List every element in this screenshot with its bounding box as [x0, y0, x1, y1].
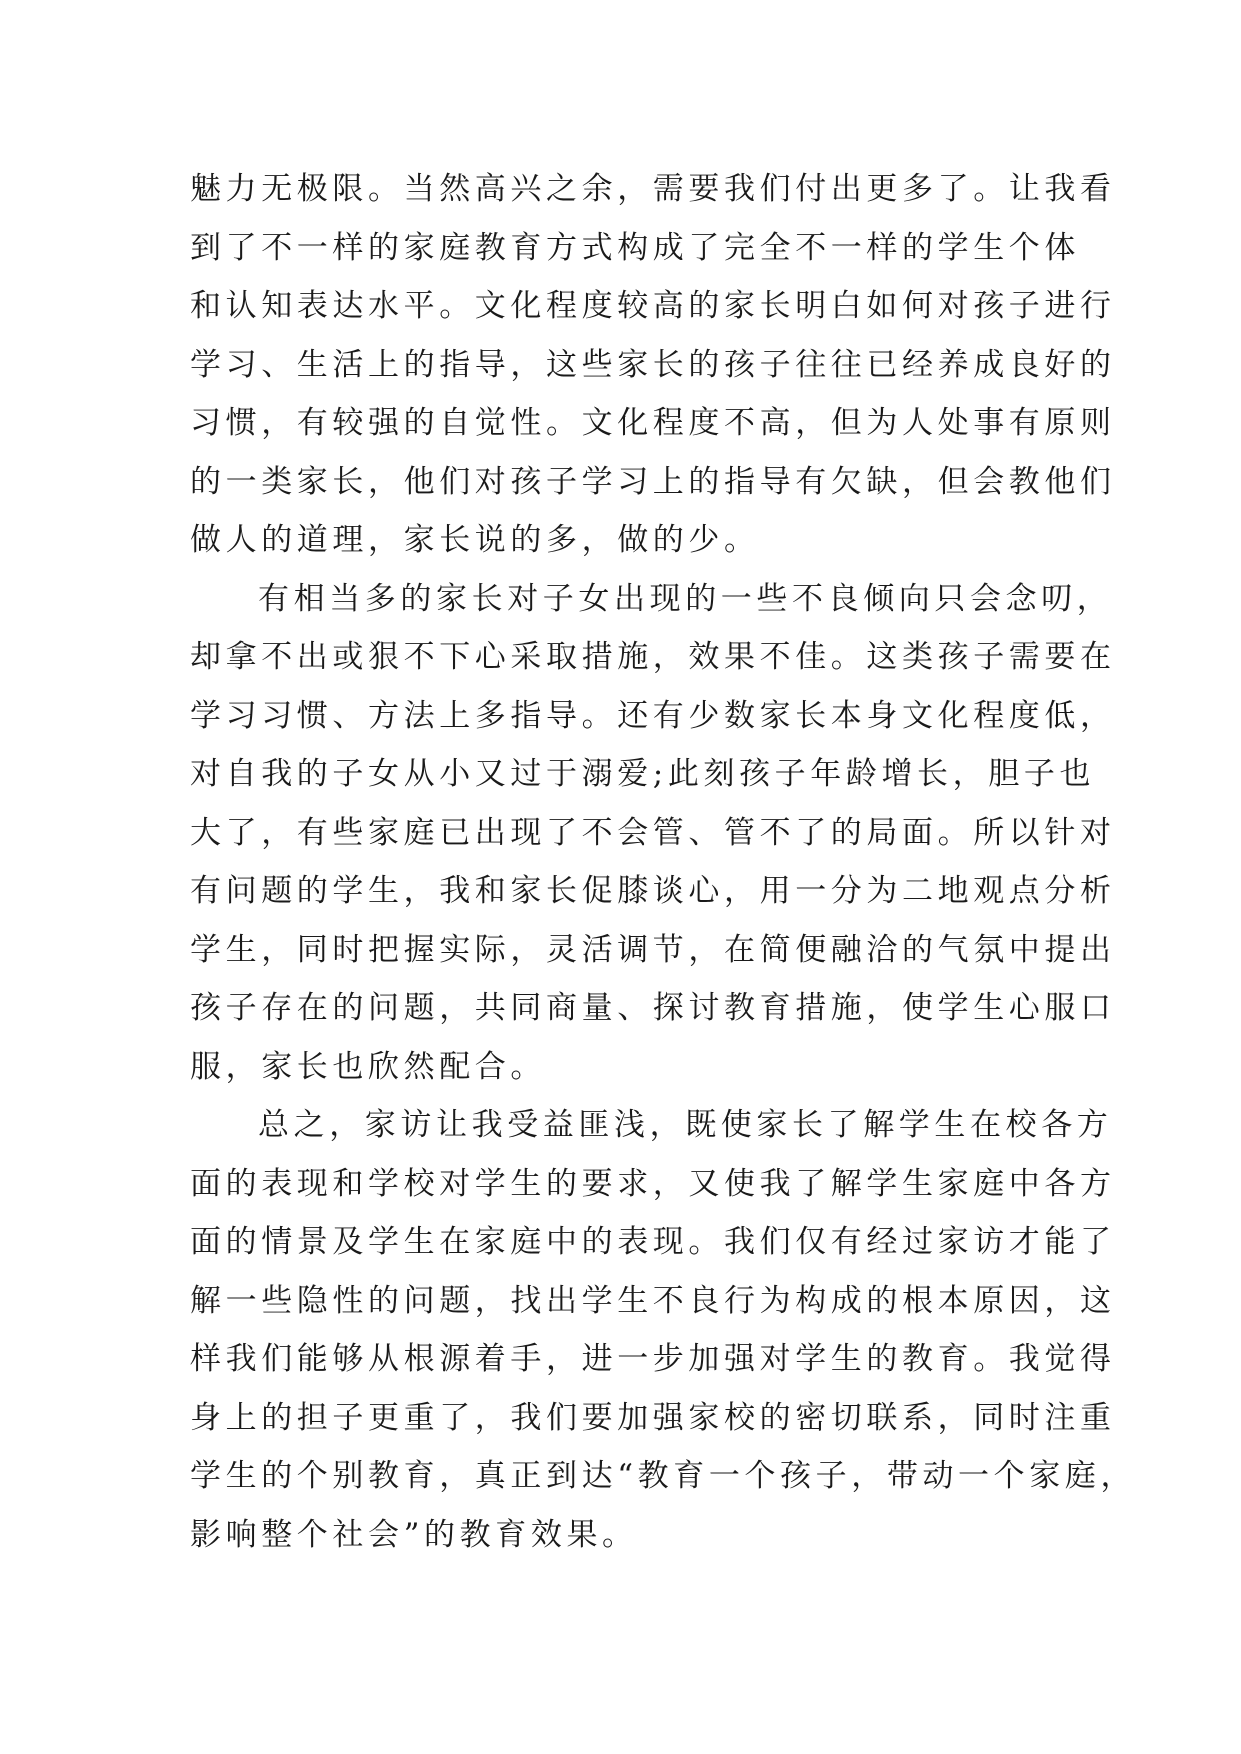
text-line: 做人的道理，家长说的多，做的少。 — [190, 522, 760, 558]
document-body — [190, 160, 1137, 1564]
text-line: 学生，同时把握实际，灵活调节，在简便融洽的气氛中提出 — [190, 931, 1116, 968]
text-line: 解一些隐性的问题，找出学生不良行为构成的根本原因，这 — [190, 1282, 1116, 1319]
text-line: 学习习惯、方法上多指导。还有少数家长本身文化程度低， — [190, 697, 1116, 734]
text-line: 面的表现和学校对学生的要求，又使我了解学生家庭中各方 — [190, 1165, 1116, 1202]
text-line: 习惯，有较强的自觉性。文化程度不高，但为人处事有原则 — [190, 405, 1116, 441]
text-line: 对自我的子女从小又过于溺爱;此刻孩子年龄增长，胆子也 — [190, 756, 1096, 792]
text-line: 学生的个别教育，真正到达“教育一个孩子，带动一个家庭， — [190, 1458, 1137, 1494]
text-line: 服，家长也欣然配合。 — [190, 1048, 546, 1085]
text-line: 的一类家长，他们对孩子学习上的指导有欠缺，但会教他们 — [190, 463, 1116, 500]
text-line: 到了不一样的家庭教育方式构成了完全不一样的学生个体 — [190, 229, 1080, 266]
paragraph-2 — [190, 570, 1116, 1097]
text-line: 面的情景及学生在家庭中的表现。我们仅有经过家访才能了 — [190, 1224, 1116, 1260]
text-line: 有问题的学生，我和家长促膝谈心，用一分为二地观点分析 — [190, 873, 1116, 909]
text-line: 有相当多的家长对子女出现的一些不良倾向只会念叨， — [258, 580, 1113, 617]
paragraph-1 — [190, 160, 1116, 570]
text-line: 却拿不出或狠不下心采取措施，效果不佳。这类孩子需要在 — [190, 639, 1116, 675]
text-line: 魅力无极限。当然高兴之余，需要我们付出更多了。让我看 — [190, 171, 1116, 207]
text-line: 孩子存在的问题，共同商量、探讨教育措施，使学生心服口 — [190, 990, 1116, 1026]
text-line: 和认知表达水平。文化程度较高的家长明白如何对孩子进行 — [190, 288, 1116, 324]
text-line: 身上的担子更重了，我们要加强家校的密切联系，同时注重 — [190, 1399, 1116, 1436]
paragraph-3 — [190, 1096, 1137, 1564]
text-line: 学习、生活上的指导，这些家长的孩子往往已经养成良好的 — [190, 346, 1116, 383]
text-line: 大了，有些家庭已出现了不会管、管不了的局面。所以针对 — [190, 814, 1116, 851]
text-line: 影响整个社会”的教育效果。 — [190, 1516, 638, 1553]
text-line: 样我们能够从根源着手，进一步加强对学生的教育。我觉得 — [190, 1341, 1116, 1377]
text-line: 总之，家访让我受益匪浅，既使家长了解学生在校各方 — [258, 1107, 1113, 1143]
